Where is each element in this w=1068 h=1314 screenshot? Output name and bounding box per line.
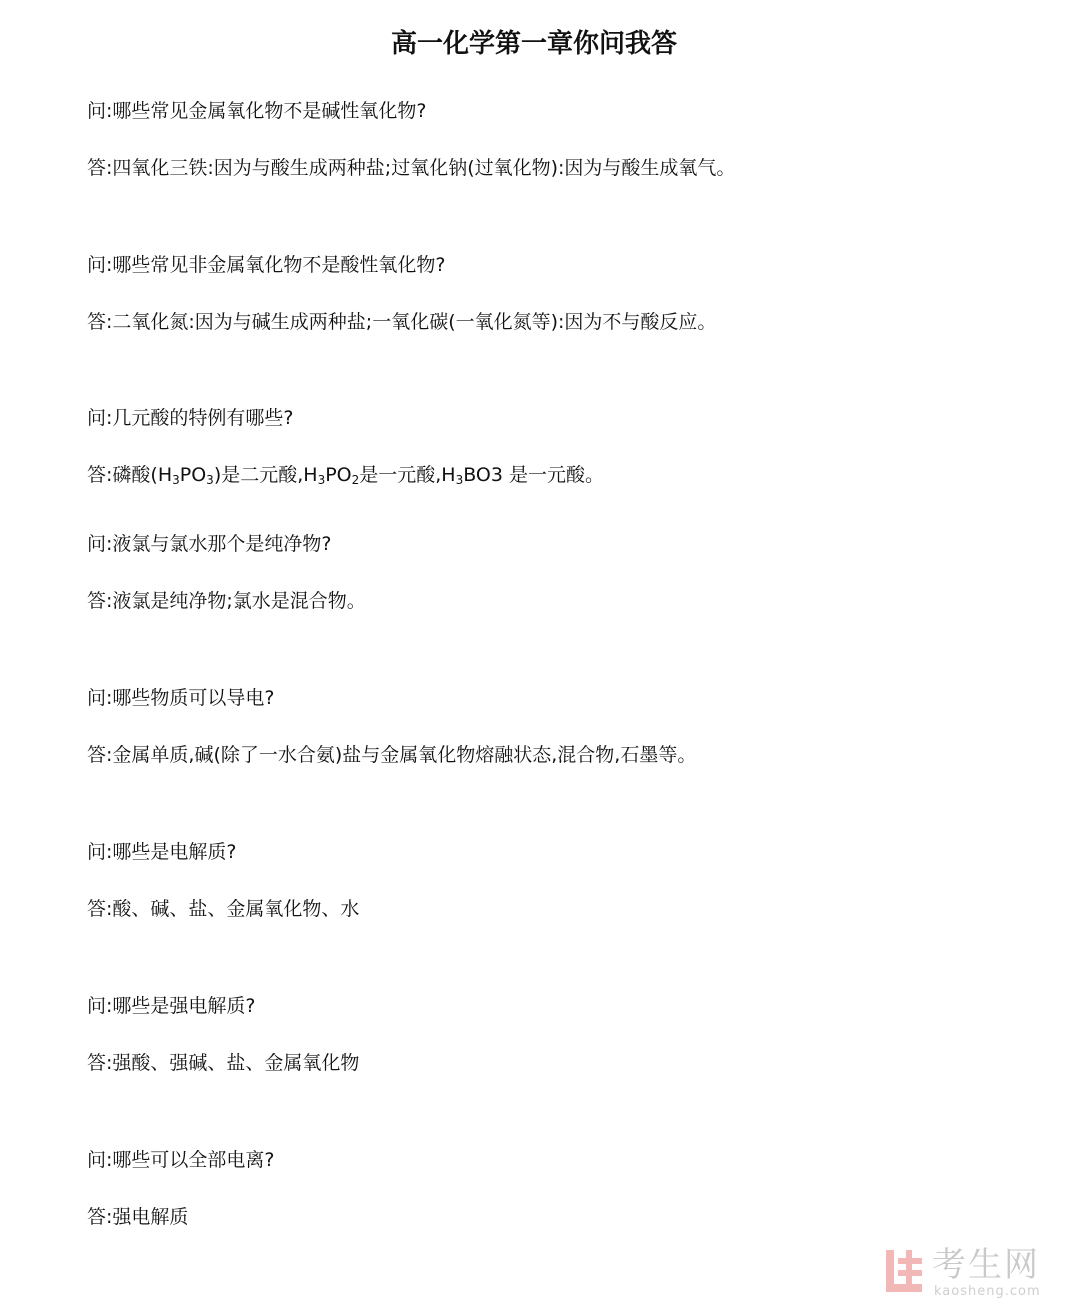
answer-prefix: 答: [87, 898, 113, 920]
answer-text-part: PO [325, 464, 352, 486]
answer-text-part: BO3 是一元酸。 [463, 464, 605, 486]
answer-prefix: 答: [87, 590, 113, 612]
answer-text-part: )是二元酸,H [213, 464, 318, 486]
answer-prefix: 答: [87, 157, 113, 179]
question-prefix: 问: [87, 1149, 113, 1171]
question-text: 哪些物质可以导电? [112, 687, 275, 709]
question-6 [87, 839, 237, 865]
question-prefix: 问: [87, 254, 113, 276]
subscript: 2 [351, 473, 360, 487]
answer-7 [87, 1050, 359, 1076]
question-4 [87, 531, 332, 557]
answer-prefix: 答: [87, 1052, 113, 1074]
watermark [884, 1246, 1054, 1302]
subscript: 3 [172, 473, 180, 487]
question-2 [87, 252, 446, 278]
question-1 [87, 98, 427, 124]
answer-8 [87, 1204, 188, 1230]
kaosheng-logo-icon [884, 1248, 924, 1294]
question-7 [87, 993, 256, 1019]
watermark-name: 考生网 [932, 1245, 1040, 1285]
question-prefix: 问: [87, 841, 113, 863]
question-prefix: 问: [87, 995, 113, 1017]
question-prefix: 问: [87, 407, 113, 429]
answer-text: 四氧化三铁:因为与酸生成两种盐;过氧化钠(过氧化物):因为与酸生成氧气。 [112, 157, 736, 179]
question-5 [87, 685, 275, 711]
subscript: 3 [455, 473, 464, 487]
question-prefix: 问: [87, 687, 113, 709]
answer-text: 二氧化氮:因为与碱生成两种盐;一氧化碳(一氧化氮等):因为不与酸反应。 [112, 311, 717, 333]
answer-text: 强酸、强碱、盐、金属氧化物 [112, 1052, 360, 1074]
answer-prefix: 答: [87, 1206, 113, 1228]
subscript: 3 [317, 473, 326, 487]
question-text: 哪些常见非金属氧化物不是酸性氧化物? [112, 254, 446, 276]
question-text: 液氯与氯水那个是纯净物? [112, 533, 332, 555]
subscript: 3 [206, 473, 214, 487]
answer-text-part: PO [179, 464, 207, 486]
question-8 [87, 1147, 275, 1173]
answer-4 [87, 588, 366, 614]
answer-text: 酸、碱、盐、金属氧化物、水 [112, 898, 360, 920]
question-prefix: 问: [87, 533, 113, 555]
answer-3 [87, 462, 604, 488]
answer-1 [87, 155, 735, 181]
answer-6 [87, 896, 359, 922]
answer-prefix: 答: [87, 464, 113, 486]
answer-text: 金属单质,碱(除了一水合氨)盐与金属氧化物熔融状态,混合物,石墨等。 [112, 744, 697, 766]
question-text: 哪些常见金属氧化物不是碱性氧化物? [112, 100, 427, 122]
question-prefix: 问: [87, 100, 113, 122]
question-text: 哪些是强电解质? [112, 995, 256, 1017]
answer-text-part: 磷酸(H [112, 464, 173, 486]
answer-prefix: 答: [87, 744, 113, 766]
answer-text-part: 是一元酸,H [359, 464, 456, 486]
question-text: 哪些可以全部电离? [112, 1149, 275, 1171]
question-3 [87, 405, 294, 431]
page-title: 高一化学第一章你问我答 [390, 29, 677, 59]
answer-5 [87, 742, 696, 768]
answer-text: 液氯是纯净物;氯水是混合物。 [112, 590, 366, 612]
answer-text: 强电解质 [112, 1206, 189, 1228]
question-text: 哪些是电解质? [112, 841, 237, 863]
answer-prefix: 答: [87, 311, 113, 333]
watermark-domain: kaosheng.com [934, 1284, 1041, 1299]
answer-2 [87, 309, 716, 335]
question-text: 几元酸的特例有哪些? [112, 407, 294, 429]
